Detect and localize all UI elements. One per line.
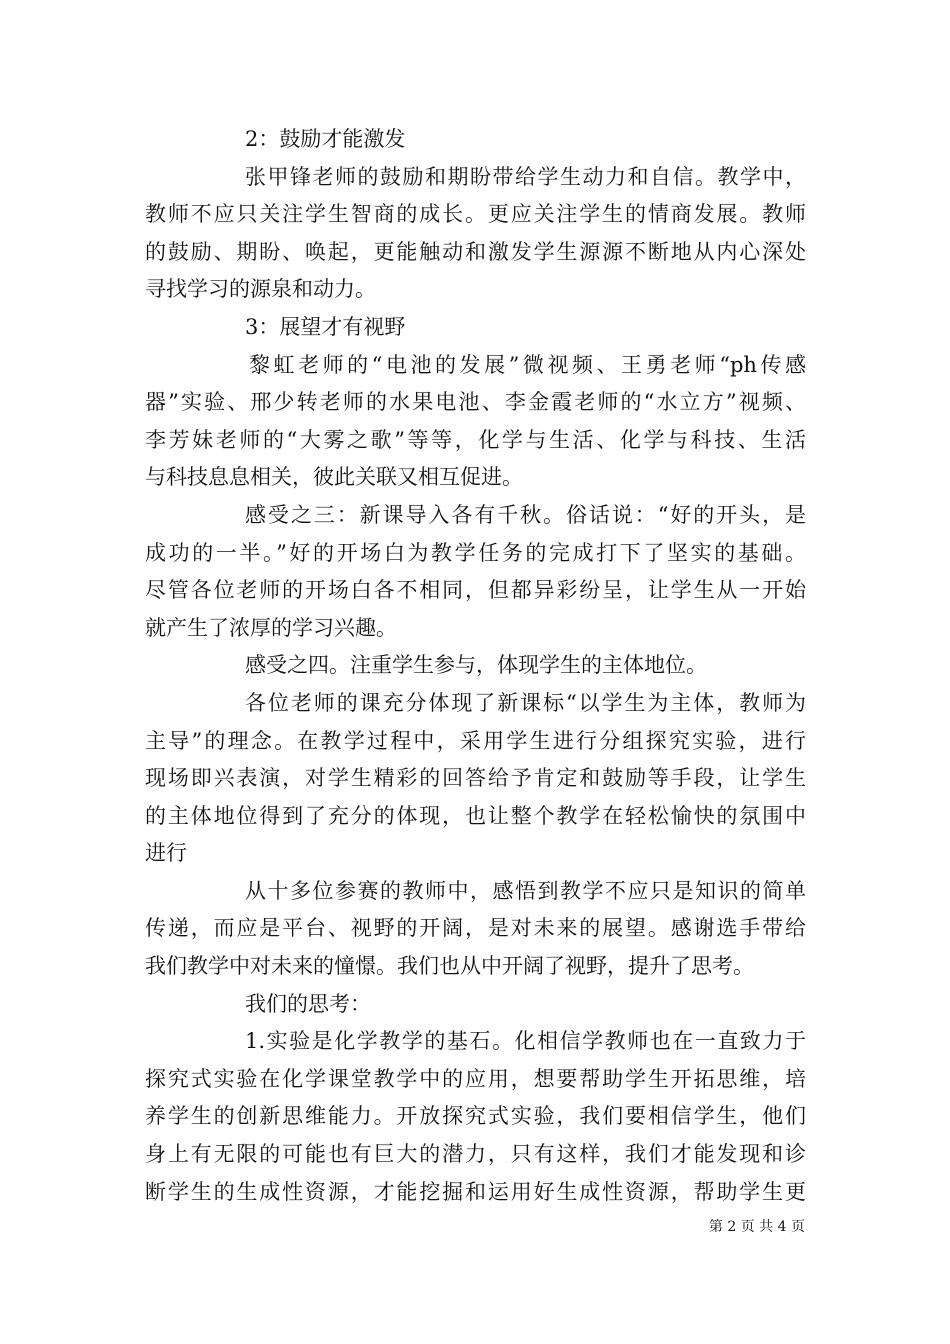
text-line: 断学生的生成性资源，才能挖掘和运用好生成性资源，帮助学生更 <box>145 1179 806 1204</box>
text-line: 现场即兴表演，对学生精彩的回答给予肯定和鼓励等手段，让学生 <box>145 766 806 791</box>
text-line: 养学生的创新思维能力。开放探究式实验，我们要相信学生，他们 <box>145 1104 806 1129</box>
document-body <box>145 121 806 1211</box>
text-line: 3：展望才有视野 <box>245 314 406 339</box>
text-line: 从十多位参赛的教师中，感悟到教学不应只是知识的简单 <box>245 878 806 903</box>
text-line: 就产生了浓厚的学习兴趣。 <box>145 615 397 640</box>
text-line: 探究式实验在化学课堂教学中的应用，想要帮助学生开拓思维，培 <box>145 1066 806 1091</box>
text-line: 感受之四。注重学生参与，体现学生的主体地位。 <box>245 653 707 678</box>
text-line: 李芳妹老师的“大雾之歌”等等，化学与生活、化学与科技、生活 <box>145 427 806 452</box>
text-line: 进行 <box>145 841 187 866</box>
text-line: 我们教学中对未来的憧憬。我们也从中开阔了视野，提升了思考。 <box>145 954 754 979</box>
text-line: 感受之三：新课导入各有千秋。俗话说：“好的开头，是 <box>245 502 806 527</box>
text-line: 传递，而应是平台、视野的开阔，是对未来的展望。感谢选手带给 <box>145 916 806 941</box>
text-line: 主导”的理念。在教学过程中，采用学生进行分组探究实验，进行 <box>145 728 806 753</box>
text-line: 尽管各位老师的开场白各不相同，但都异彩纷呈，让学生从一开始 <box>145 578 806 603</box>
text-line: 与科技息息相关，彼此关联又相互促进。 <box>145 465 523 490</box>
text-line: 2：鼓励才能激发 <box>245 127 406 151</box>
text-line: 寻找学习的源泉和动力。 <box>145 277 376 302</box>
text-line: 各位老师的课充分体现了新课标“以学生为主体，教师为 <box>245 690 806 715</box>
text-line: 教师不应只关注学生智商的成长。更应关注学生的情商发展。教师 <box>145 202 806 227</box>
text-line: 的鼓励、期盼、唤起，更能触动和激发学生源源不断地从内心深处 <box>145 239 806 264</box>
text-line: 的主体地位得到了充分的体现，也让整个教学在轻松愉快的氛围中 <box>145 803 806 828</box>
text-line: 成功的一半。”好的开场白为教学任务的完成打下了坚实的基础。 <box>145 540 806 565</box>
text-line: 黎虹老师的“电池的发展”微视频、王勇老师“ph传感 <box>249 352 806 377</box>
text-line: 张甲锋老师的鼓励和期盼带给学生动力和自信。教学中， <box>245 164 806 189</box>
page-number-footer: 第 2 页 共 4 页 <box>708 1219 805 1235</box>
text-line: 身上有无限的可能也有巨大的潜力，只有这样，我们才能发现和诊 <box>145 1142 806 1167</box>
text-line: 器”实验、邢少转老师的水果电池、李金霞老师的“水立方”视频、 <box>145 390 806 415</box>
text-line: 我们的思考： <box>245 991 371 1016</box>
text-line: 1.实验是化学教学的基石。化相信学教师也在一直致力于 <box>245 1029 806 1054</box>
